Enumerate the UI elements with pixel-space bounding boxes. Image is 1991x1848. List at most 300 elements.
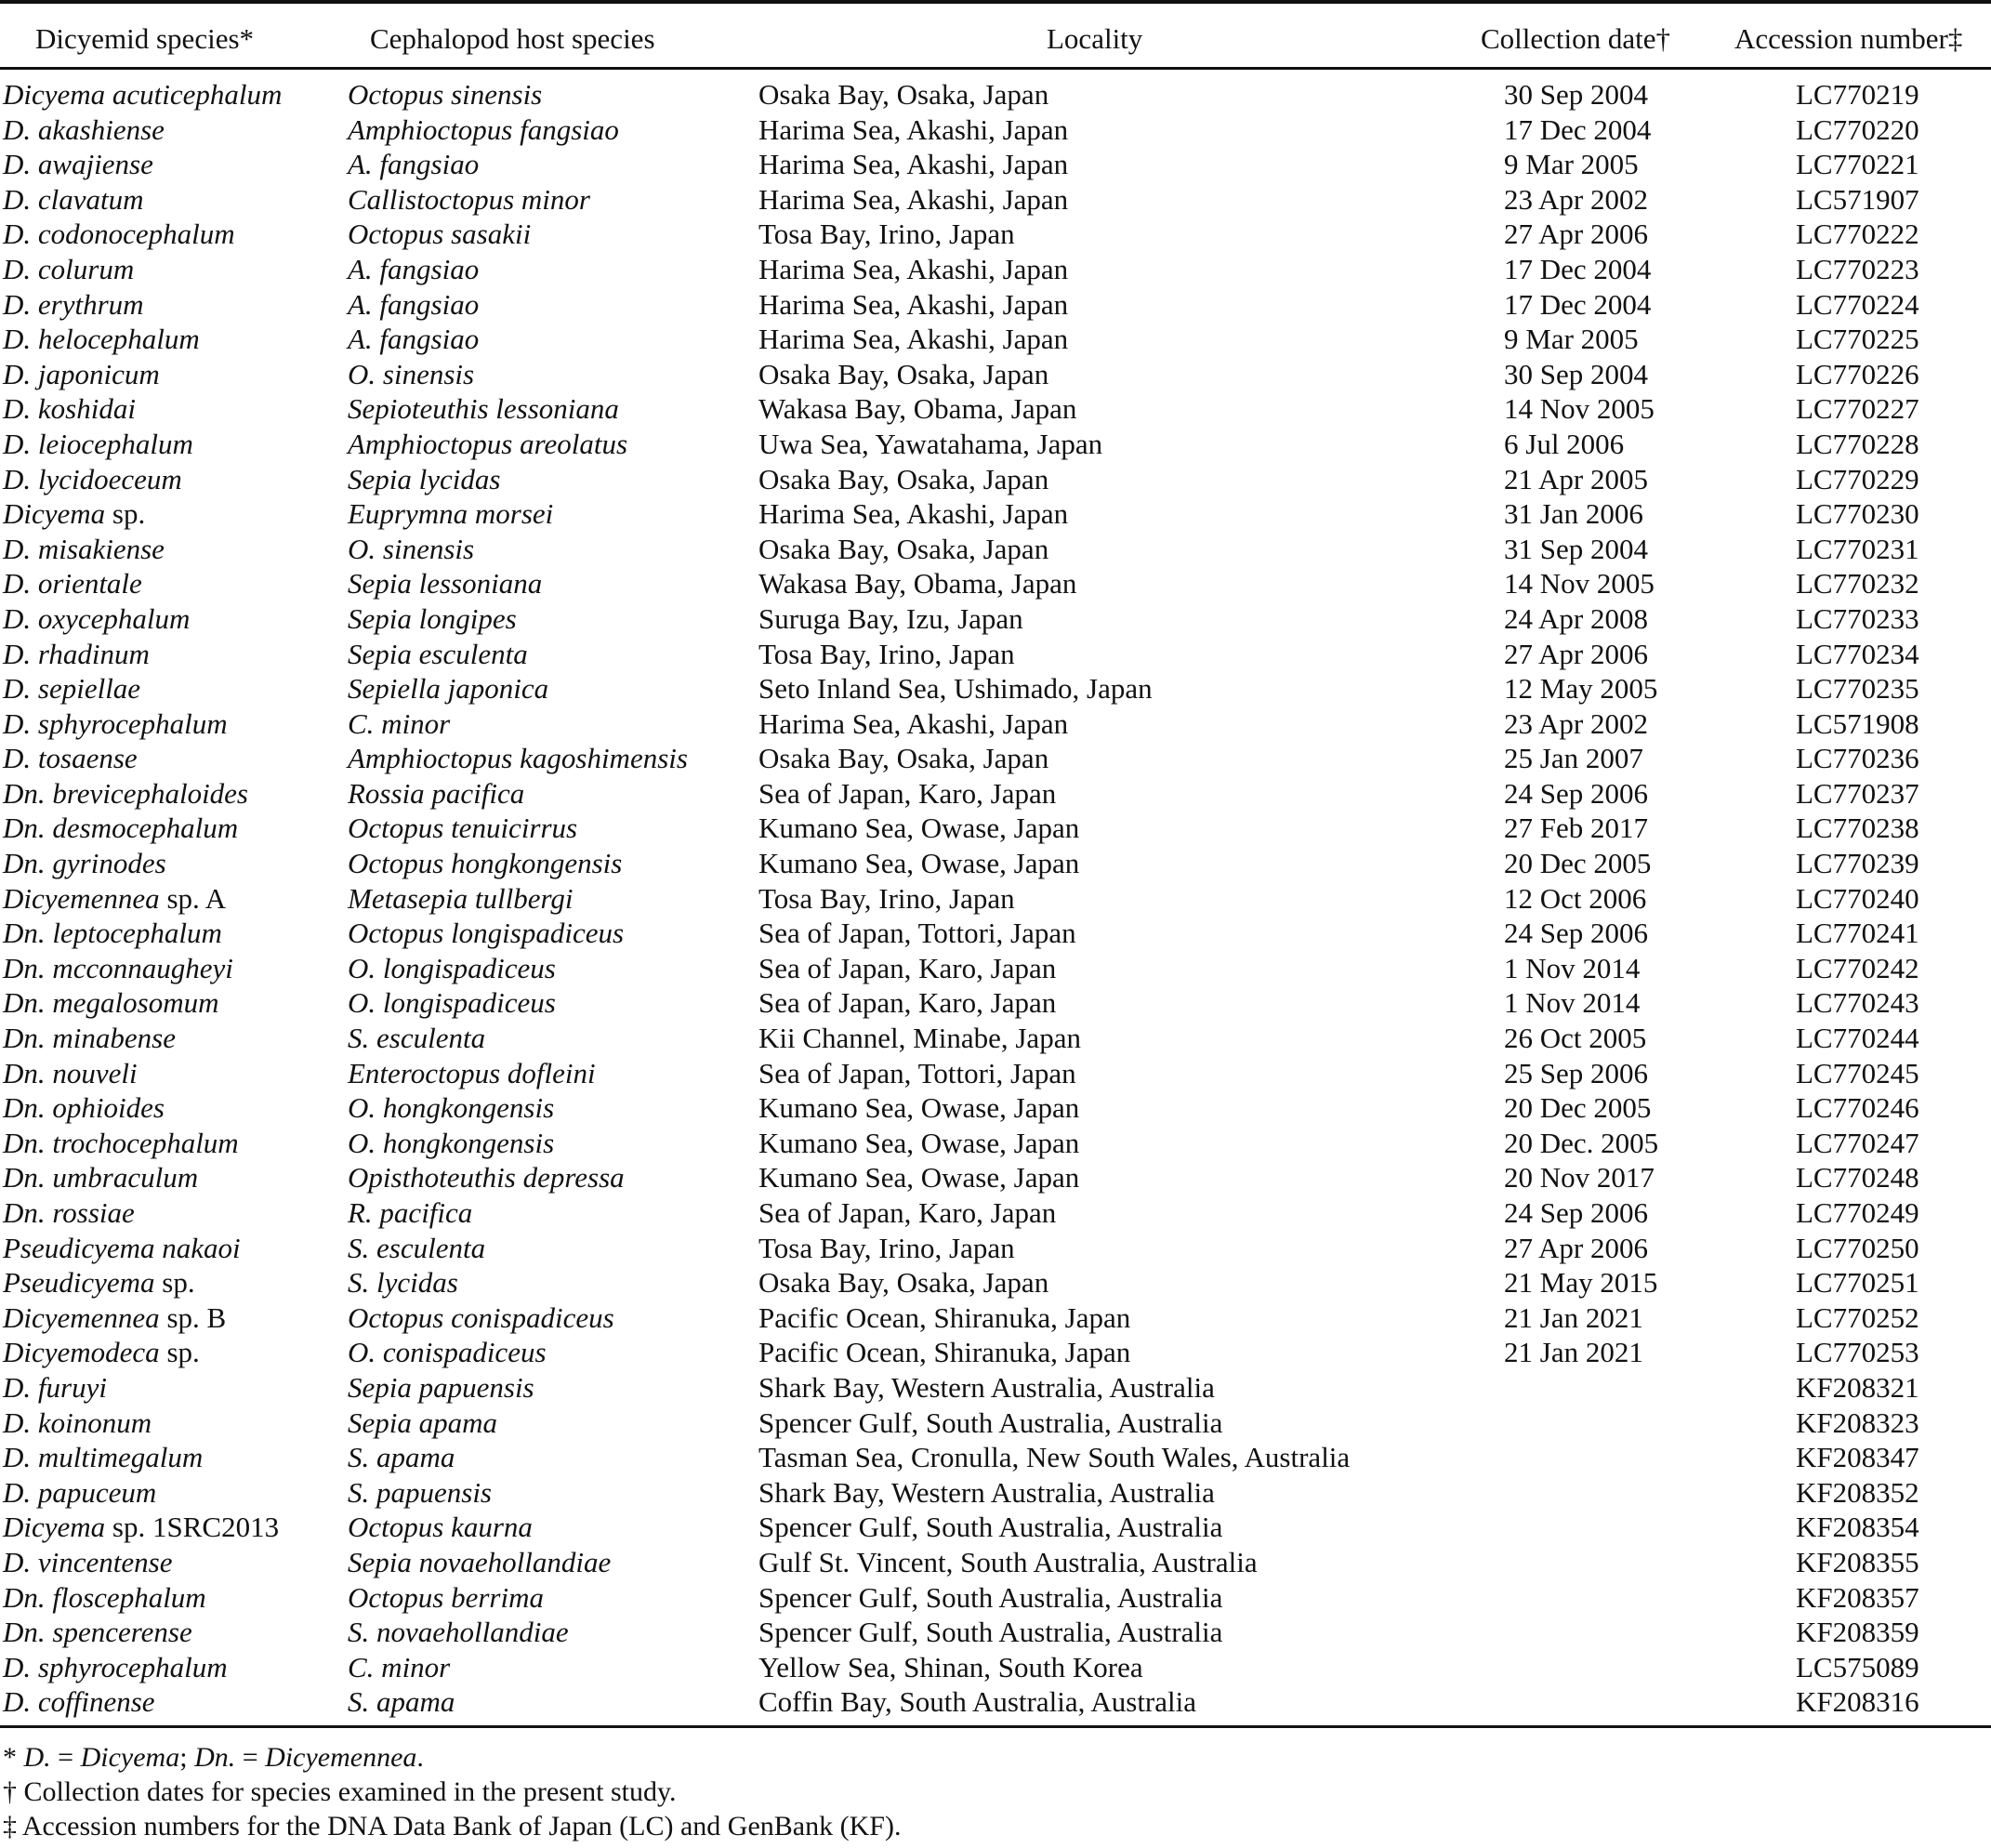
species-name: D. rhadinum <box>3 637 150 670</box>
cell-host-species: R. pacifica <box>348 1196 473 1229</box>
table-row <box>0 147 1991 182</box>
cell-host-species: Sepioteuthis lessoniana <box>348 392 619 426</box>
species-name: Dn. gyrinodes <box>3 847 166 880</box>
cell-dicyemid-species <box>3 601 190 637</box>
cell-host-species: Rossia pacifica <box>348 776 525 810</box>
cell-locality: Tosa Bay, Irino, Japan <box>758 881 1015 915</box>
cell-host-species: Amphioctopus areolatus <box>348 427 628 460</box>
species-name: Dn. trochocephalum <box>3 1126 239 1159</box>
cell-host-species: Sepia lessoniana <box>348 567 543 601</box>
cell-dicyemid-species <box>3 1370 107 1406</box>
table-row <box>0 462 1991 497</box>
table-row <box>0 217 1991 252</box>
cell-dicyemid-species <box>3 427 193 462</box>
cell-host-species: O. hongkongensis <box>348 1091 555 1125</box>
cell-locality: Osaka Bay, Osaka, Japan <box>758 462 1049 495</box>
table-row <box>0 637 1991 672</box>
species-name: D. coffinense <box>3 1685 155 1719</box>
species-name: D. lycidoeceum <box>3 462 182 495</box>
cell-locality: Harima Sea, Akashi, Japan <box>758 182 1069 216</box>
cell-collection-date: 23 Apr 2002 <box>1504 182 1648 216</box>
species-name: D. multimegalum <box>3 1441 204 1474</box>
cell-host-species: A. fangsiao <box>348 252 480 285</box>
cell-locality: Coffin Bay, South Australia, Australia <box>758 1685 1196 1719</box>
cell-accession-number: LC770239 <box>1796 847 1919 880</box>
cell-accession-number: LC770242 <box>1796 951 1919 984</box>
cell-locality: Suruga Bay, Izu, Japan <box>758 601 1023 635</box>
cell-dicyemid-species <box>3 1615 192 1650</box>
header-species: Dicyemid species* <box>35 22 255 55</box>
cell-locality: Kumano Sea, Owase, Japan <box>758 847 1080 880</box>
table-row <box>0 427 1991 462</box>
species-name: D. sepiellae <box>3 672 141 706</box>
cell-dicyemid-species <box>3 1580 206 1616</box>
table-row <box>0 112 1991 148</box>
cell-dicyemid-species <box>3 1335 200 1370</box>
cell-accession-number: LC770226 <box>1796 357 1919 390</box>
cell-dicyemid-species <box>3 357 160 392</box>
cell-dicyemid-species <box>3 182 144 218</box>
cell-locality: Osaka Bay, Osaka, Japan <box>758 357 1049 390</box>
table-row <box>0 1021 1991 1056</box>
cell-host-species: O. longispadiceus <box>348 986 556 1020</box>
species-name: Dn. leptocephalum <box>3 917 222 950</box>
cell-host-species: A. fangsiao <box>348 287 480 321</box>
cell-accession-number: KF208323 <box>1796 1406 1919 1439</box>
species-name: D. japonicum <box>3 357 160 390</box>
species-name: D. helocephalum <box>3 323 200 356</box>
cell-host-species: Octopus tenuicirrus <box>348 812 578 845</box>
table-bottom-rule <box>0 1725 1991 1728</box>
cell-dicyemid-species <box>3 1265 195 1300</box>
cell-dicyemid-species <box>3 951 233 986</box>
cell-dicyemid-species <box>3 391 136 427</box>
cell-host-species: O. longispadiceus <box>348 951 556 984</box>
cell-collection-date: 30 Sep 2004 <box>1504 78 1648 111</box>
cell-dicyemid-species <box>3 496 145 532</box>
table-row <box>0 1545 1991 1580</box>
cell-host-species: Sepia longipes <box>348 601 517 635</box>
cell-host-species: Callistoctopus minor <box>348 182 590 216</box>
cell-dicyemid-species <box>3 217 235 252</box>
footnote-period: . <box>416 1742 424 1773</box>
cell-collection-date: 20 Nov 2017 <box>1504 1161 1655 1195</box>
table-row <box>0 1650 1991 1685</box>
cell-host-species: Sepia papuensis <box>348 1370 534 1404</box>
cell-dicyemid-species <box>3 637 150 672</box>
species-name: Pseudicyema <box>3 1266 155 1300</box>
cell-host-species: Octopus hongkongensis <box>348 847 623 880</box>
cell-collection-date: 24 Apr 2008 <box>1504 601 1648 635</box>
cell-dicyemid-species <box>3 462 182 497</box>
cell-collection-date: 27 Apr 2006 <box>1504 637 1648 670</box>
cell-accession-number: LC770248 <box>1796 1161 1919 1195</box>
cell-accession-number: KF208355 <box>1796 1545 1919 1578</box>
cell-host-species: Amphioctopus kagoshimensis <box>348 742 688 775</box>
species-name: D. misakiense <box>3 532 165 565</box>
cell-host-species: O. sinensis <box>348 357 475 390</box>
cell-dicyemid-species <box>3 252 134 287</box>
cell-locality: Wakasa Bay, Obama, Japan <box>758 567 1077 601</box>
cell-host-species: Euprymna morsei <box>348 497 554 531</box>
table-row <box>0 357 1991 392</box>
cell-collection-date: 24 Sep 2006 <box>1504 776 1648 810</box>
table-footnotes <box>3 1740 901 1843</box>
cell-locality: Tosa Bay, Irino, Japan <box>758 637 1015 670</box>
cell-accession-number: LC770249 <box>1796 1196 1919 1229</box>
table-row <box>0 77 1991 112</box>
table-row <box>0 1370 1991 1406</box>
cell-host-species: Octopus longispadiceus <box>348 917 625 950</box>
table-header-row <box>0 17 1991 61</box>
species-name: Dn. mcconnaugheyi <box>3 951 233 984</box>
cell-collection-date: 27 Apr 2006 <box>1504 1231 1648 1264</box>
cell-collection-date: 21 Jan 2021 <box>1504 1336 1643 1369</box>
species-name: Dicyema <box>3 1511 106 1544</box>
cell-host-species: Metasepia tullbergi <box>348 881 574 915</box>
table-row <box>0 706 1991 742</box>
cell-dicyemid-species <box>3 77 282 112</box>
cell-locality: Harima Sea, Akashi, Japan <box>758 287 1069 321</box>
cell-collection-date: 12 May 2005 <box>1504 672 1658 706</box>
cell-collection-date: 9 Mar 2005 <box>1504 323 1639 356</box>
cell-locality: Kumano Sea, Owase, Japan <box>758 812 1080 845</box>
cell-collection-date: 24 Sep 2006 <box>1504 917 1648 950</box>
cell-accession-number: LC770240 <box>1796 881 1919 915</box>
cell-collection-date: 1 Nov 2014 <box>1504 986 1641 1020</box>
cell-dicyemid-species <box>3 1684 155 1720</box>
cell-accession-number: LC770225 <box>1796 323 1919 356</box>
species-qualifier: sp. A <box>159 881 227 915</box>
cell-host-species: S. apama <box>348 1441 455 1474</box>
table-row <box>0 1335 1991 1370</box>
cell-accession-number: LC770233 <box>1796 601 1919 635</box>
footnote-separator: ; <box>179 1742 195 1773</box>
cell-host-species: A. fangsiao <box>348 323 480 356</box>
table-row <box>0 1406 1991 1441</box>
footnote-asterisk: * <box>3 1742 24 1773</box>
table-row <box>0 1231 1991 1266</box>
cell-accession-number: KF208347 <box>1796 1441 1919 1474</box>
species-name: D. awajiense <box>3 148 153 181</box>
cell-dicyemid-species <box>3 112 165 148</box>
cell-accession-number: LC770247 <box>1796 1126 1919 1159</box>
header-collection-date: Collection date† <box>1481 22 1671 55</box>
cell-locality: Shark Bay, Western Australia, Australia <box>758 1370 1215 1404</box>
cell-locality: Gulf St. Vincent, South Australia, Australia <box>758 1545 1258 1578</box>
cell-accession-number: LC770220 <box>1796 112 1919 146</box>
species-qualifier: sp. B <box>159 1300 227 1334</box>
species-name: Dn. ophioides <box>3 1091 165 1125</box>
cell-locality: Harima Sea, Akashi, Japan <box>758 112 1069 146</box>
cell-dicyemid-species <box>3 147 153 182</box>
species-name: Dn. rossiae <box>3 1196 135 1229</box>
cell-collection-date: 25 Jan 2007 <box>1504 742 1643 775</box>
species-name: Dicyema acuticephalum <box>3 78 283 111</box>
footnote-double-dagger: ‡ Accession numbers for the DNA Data Bank of Japan (LC) and GenBank (KF). <box>3 1811 902 1841</box>
table-top-rule <box>0 0 1991 4</box>
cell-accession-number: LC770232 <box>1796 567 1919 601</box>
cell-host-species: S. lycidas <box>348 1266 458 1300</box>
cell-locality: Shark Bay, Western Australia, Australia <box>758 1475 1215 1509</box>
table-row <box>0 322 1991 357</box>
species-name: D. leiocephalum <box>3 427 193 460</box>
cell-host-species: Octopus kaurna <box>348 1511 533 1544</box>
cell-accession-number: LC770222 <box>1796 218 1919 251</box>
table-row <box>0 881 1991 917</box>
table-row <box>0 951 1991 986</box>
cell-dicyemid-species <box>3 1021 176 1056</box>
cell-collection-date: 12 Oct 2006 <box>1504 881 1647 915</box>
cell-collection-date: 17 Dec 2004 <box>1504 112 1652 146</box>
cell-collection-date: 14 Nov 2005 <box>1504 392 1655 426</box>
cell-dicyemid-species <box>3 322 200 357</box>
species-name: Dn. spencerense <box>3 1616 192 1649</box>
cell-locality: Sea of Japan, Karo, Japan <box>758 951 1057 984</box>
cell-locality: Spencer Gulf, South Australia, Australia <box>758 1406 1223 1439</box>
cell-accession-number: KF208321 <box>1796 1370 1919 1404</box>
species-name: D. codonocephalum <box>3 218 235 251</box>
table-row <box>0 916 1991 951</box>
cell-dicyemid-species <box>3 1090 165 1126</box>
cell-accession-number: LC770250 <box>1796 1231 1919 1264</box>
cell-host-species: Octopus sasakii <box>348 218 532 251</box>
table-row <box>0 1126 1991 1161</box>
cell-dicyemid-species <box>3 566 142 601</box>
cell-dicyemid-species <box>3 846 166 881</box>
cell-dicyemid-species <box>3 1056 138 1091</box>
species-qualifier: sp. <box>154 1266 195 1300</box>
cell-accession-number: LC770235 <box>1796 672 1919 706</box>
table-row <box>0 1684 1991 1720</box>
footnote-abbreviations <box>3 1740 901 1775</box>
cell-host-species: Enteroctopus dofleini <box>348 1056 596 1089</box>
cell-accession-number: KF208357 <box>1796 1580 1919 1614</box>
cell-host-species: Sepia novaehollandiae <box>348 1545 612 1578</box>
cell-collection-date: 24 Sep 2006 <box>1504 1196 1648 1229</box>
cell-host-species: S. esculenta <box>348 1231 486 1264</box>
cell-host-species: Opisthoteuthis depressa <box>348 1161 625 1195</box>
cell-dicyemid-species <box>3 1160 198 1195</box>
table-header-rule <box>0 67 1991 70</box>
table-row <box>0 1160 1991 1195</box>
species-qualifier: sp. <box>105 497 146 531</box>
species-name: D. akashiense <box>3 112 165 146</box>
table-row <box>0 601 1991 637</box>
cell-collection-date: 17 Dec 2004 <box>1504 287 1652 321</box>
table-row <box>0 566 1991 601</box>
table-row <box>0 391 1991 427</box>
cell-collection-date: 25 Sep 2006 <box>1504 1056 1648 1089</box>
cell-locality: Harima Sea, Akashi, Japan <box>758 148 1069 181</box>
cell-accession-number: LC770230 <box>1796 497 1919 531</box>
species-name: Dn. nouveli <box>3 1056 138 1089</box>
cell-accession-number: LC770253 <box>1796 1336 1919 1369</box>
cell-accession-number: LC770236 <box>1796 742 1919 775</box>
cell-accession-number: LC770251 <box>1796 1266 1919 1300</box>
cell-dicyemid-species <box>3 776 248 812</box>
cell-collection-date: 30 Sep 2004 <box>1504 357 1648 390</box>
cell-dicyemid-species <box>3 881 226 917</box>
cell-host-species: S. esculenta <box>348 1022 486 1055</box>
cell-locality: Osaka Bay, Osaka, Japan <box>758 532 1049 565</box>
species-name: D. sphyrocephalum <box>3 1650 228 1683</box>
cell-dicyemid-species <box>3 1126 239 1161</box>
cell-locality: Pacific Ocean, Shiranuka, Japan <box>758 1336 1131 1369</box>
species-qualifier: sp. 1SRC2013 <box>105 1511 280 1544</box>
cell-locality: Pacific Ocean, Shiranuka, Japan <box>758 1300 1131 1334</box>
table-row <box>0 1615 1991 1650</box>
cell-accession-number: LC770223 <box>1796 252 1919 285</box>
cell-collection-date: 23 Apr 2002 <box>1504 706 1648 740</box>
cell-accession-number: LC770224 <box>1796 287 1919 321</box>
cell-collection-date: 20 Dec. 2005 <box>1504 1126 1659 1159</box>
species-name: Dicyema <box>3 497 106 531</box>
footnote-dicyema: Dicyema <box>80 1742 180 1773</box>
species-name: Dicyemodeca <box>3 1336 160 1369</box>
species-name: D. vincentense <box>3 1545 173 1578</box>
species-name: Dn. desmocephalum <box>3 812 239 845</box>
cell-locality: Sea of Japan, Tottori, Japan <box>758 917 1076 950</box>
cell-collection-date: 21 Jan 2021 <box>1504 1300 1643 1334</box>
footnote-abbrev-dn: Dn. <box>194 1742 236 1773</box>
table-row <box>0 182 1991 218</box>
cell-accession-number: KF208352 <box>1796 1475 1919 1509</box>
cell-collection-date: 17 Dec 2004 <box>1504 252 1652 285</box>
table-row <box>0 287 1991 323</box>
cell-host-species: C. minor <box>348 1650 451 1683</box>
cell-collection-date: 20 Dec 2005 <box>1504 847 1652 880</box>
cell-collection-date: 27 Feb 2017 <box>1504 812 1648 845</box>
species-name: D. colurum <box>3 252 135 285</box>
cell-accession-number: LC770234 <box>1796 637 1919 670</box>
table-row <box>0 1580 1991 1616</box>
cell-host-species: Octopus sinensis <box>348 78 543 111</box>
species-name: D. papuceum <box>3 1475 157 1509</box>
table-row <box>0 985 1991 1021</box>
table-row <box>0 846 1991 881</box>
cell-locality: Sea of Japan, Karo, Japan <box>758 776 1057 810</box>
species-name: D. sphyrocephalum <box>3 706 228 740</box>
footnote-equals-2: = <box>235 1742 266 1773</box>
table-row <box>0 1090 1991 1126</box>
cell-collection-date: 21 May 2015 <box>1504 1266 1658 1300</box>
cell-locality: Tosa Bay, Irino, Japan <box>758 218 1015 251</box>
cell-locality: Osaka Bay, Osaka, Japan <box>758 1266 1049 1300</box>
cell-dicyemid-species <box>3 1475 156 1511</box>
cell-accession-number: LC770219 <box>1796 78 1919 111</box>
cell-collection-date: 6 Jul 2006 <box>1504 427 1625 460</box>
cell-collection-date: 14 Nov 2005 <box>1504 567 1655 601</box>
cell-collection-date: 26 Oct 2005 <box>1504 1022 1647 1055</box>
cell-accession-number: KF208316 <box>1796 1685 1919 1719</box>
cell-locality: Harima Sea, Akashi, Japan <box>758 706 1069 740</box>
cell-collection-date: 20 Dec 2005 <box>1504 1091 1652 1125</box>
cell-accession-number: LC770228 <box>1796 427 1919 460</box>
cell-locality: Yellow Sea, Shinan, South Korea <box>758 1650 1143 1683</box>
cell-accession-number: LC571907 <box>1796 182 1919 216</box>
species-name: Dn. floscephalum <box>3 1580 206 1614</box>
cell-collection-date: 1 Nov 2014 <box>1504 951 1641 984</box>
table-row <box>0 776 1991 812</box>
species-name: Dn. brevicephaloides <box>3 776 248 810</box>
cell-locality: Osaka Bay, Osaka, Japan <box>758 78 1049 111</box>
cell-collection-date: 31 Jan 2006 <box>1504 497 1643 531</box>
cell-host-species: S. papuensis <box>348 1475 492 1509</box>
cell-dicyemid-species <box>3 1300 226 1336</box>
cell-locality: Tasman Sea, Cronulla, New South Wales, Australia <box>758 1441 1351 1474</box>
species-name: Dn. megalosomum <box>3 986 219 1020</box>
cell-dicyemid-species <box>3 706 228 742</box>
cell-collection-date: 9 Mar 2005 <box>1504 148 1639 181</box>
table-row <box>0 741 1991 776</box>
cell-dicyemid-species <box>3 1545 172 1580</box>
header-locality: Locality <box>1047 22 1143 55</box>
cell-host-species: A. fangsiao <box>348 148 480 181</box>
species-name: D. orientale <box>3 567 142 601</box>
table-row <box>0 671 1991 706</box>
cell-dicyemid-species <box>3 1650 228 1685</box>
cell-accession-number: LC770244 <box>1796 1022 1919 1055</box>
cell-host-species: Sepia lycidas <box>348 462 501 495</box>
footnote-abbrev-d: D. <box>23 1742 51 1773</box>
cell-locality: Harima Sea, Akashi, Japan <box>758 497 1069 531</box>
cell-locality: Osaka Bay, Osaka, Japan <box>758 742 1049 775</box>
cell-dicyemid-species <box>3 811 238 846</box>
cell-host-species: S. novaehollandiae <box>348 1616 569 1649</box>
cell-accession-number: KF208359 <box>1796 1616 1919 1649</box>
cell-accession-number: LC571908 <box>1796 706 1919 740</box>
table-row <box>0 811 1991 846</box>
cell-locality: Spencer Gulf, South Australia, Australia <box>758 1511 1223 1544</box>
cell-accession-number: KF208354 <box>1796 1511 1919 1544</box>
footnote-equals-1: = <box>50 1742 81 1773</box>
cell-accession-number: LC770229 <box>1796 462 1919 495</box>
table-row <box>0 1300 1991 1336</box>
cell-host-species: Sepiella japonica <box>348 672 549 706</box>
species-name: D. koinonum <box>3 1406 152 1439</box>
cell-host-species: S. apama <box>348 1685 455 1719</box>
footnote-dicyemennea: Dicyemennea <box>265 1742 417 1773</box>
cell-locality: Sea of Japan, Karo, Japan <box>758 1196 1057 1229</box>
cell-locality: Kii Channel, Minabe, Japan <box>758 1022 1081 1055</box>
table-body <box>0 77 1991 1720</box>
species-name: D. tosaense <box>3 742 138 775</box>
footnote-dagger: † Collection dates for species examined in the present study. <box>3 1776 677 1807</box>
cell-host-species: Octopus conispadiceus <box>348 1300 614 1334</box>
cell-collection-date: 31 Sep 2004 <box>1504 532 1648 565</box>
cell-accession-number: LC770243 <box>1796 986 1919 1020</box>
cell-locality: Uwa Sea, Yawatahama, Japan <box>758 427 1103 460</box>
table-row <box>0 532 1991 567</box>
cell-dicyemid-species <box>3 916 222 951</box>
cell-locality: Spencer Gulf, South Australia, Australia <box>758 1616 1223 1649</box>
table-row <box>0 1265 1991 1300</box>
cell-collection-date: 21 Apr 2005 <box>1504 462 1648 495</box>
cell-dicyemid-species <box>3 741 138 776</box>
cell-dicyemid-species <box>3 287 144 323</box>
cell-locality: Kumano Sea, Owase, Japan <box>758 1091 1080 1125</box>
cell-accession-number: LC770237 <box>1796 776 1919 810</box>
cell-locality: Wakasa Bay, Obama, Japan <box>758 392 1077 426</box>
cell-dicyemid-species <box>3 1510 279 1545</box>
header-host: Cephalopod host species <box>370 22 655 55</box>
table-row <box>0 1510 1991 1545</box>
species-name: D. oxycephalum <box>3 601 191 635</box>
species-name: Dicyemennea <box>3 881 160 915</box>
species-qualifier: sp. <box>159 1336 200 1369</box>
cell-accession-number: LC770241 <box>1796 917 1919 950</box>
